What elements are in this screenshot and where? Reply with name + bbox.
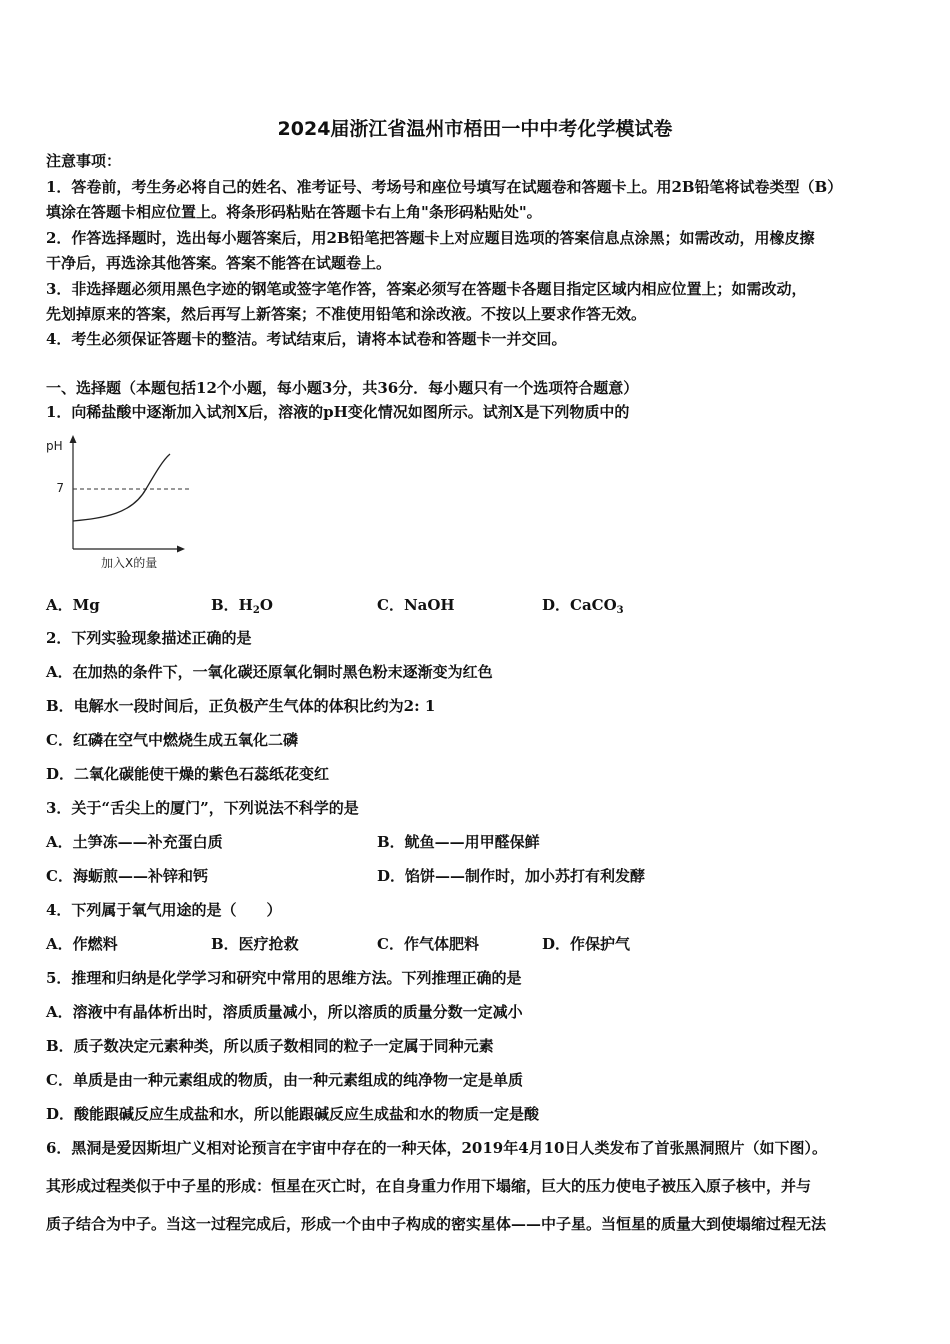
ph-graph [44, 432, 204, 574]
section-heading: 一、选择题（本题包括12个小题，每小题3分，共36分．每小题只有一个选项符合题意） [46, 379, 639, 397]
notice-line: 4．考生必须保证答题卡的整洁。考试结束后，请将本试卷和答题卡一并交回。 [46, 330, 567, 348]
question-stem: 2．下列实验现象描述正确的是 [46, 629, 252, 647]
notice-line: 2．作答选择题时，选出每小题答案后，用2B铅笔把答题卡上对应题目选项的答案信息点涂黑；如需改动，用橡皮擦 [46, 229, 815, 247]
notice-line: 干净后，再选涂其他答案。答案不能答在试题卷上。 [46, 254, 392, 272]
q5-option-d: D．酸能跟碱反应生成盐和水，所以能跟碱反应生成盐和水的物质一定是酸 [46, 1105, 540, 1123]
graph-ylabel: pH [46, 439, 63, 453]
q4-option-b: B．医疗抢救 [211, 935, 299, 953]
q5-option-a: A．溶液中有晶体析出时，溶质质量减小，所以溶质的质量分数一定减小 [46, 1003, 523, 1021]
q4-option-a: A．作燃料 [46, 935, 118, 953]
question-stem: 4．下列属于氧气用途的是（ ） [46, 901, 282, 919]
q1-option-a: A．Mg [46, 596, 100, 614]
q1-option-c: C．NaOH [377, 596, 455, 614]
q4-option-d: D．作保护气 [542, 935, 631, 953]
q2-option-a: A．在加热的条件下，一氧化碳还原氧化铜时黑色粉末逐渐变为红色 [46, 663, 493, 681]
q6-line: 6．黑洞是爱因斯坦广义相对论预言在宇宙中存在的一种天体，2019年4月10日人类发布了首张黑洞照片（如下图）。 [46, 1139, 828, 1157]
x-axis-arrow-icon [177, 546, 185, 553]
ph-curve [73, 454, 170, 521]
notice-line: 1．答卷前，考生务必将自己的姓名、准考证号、考场号和座位号填写在试题卷和答题卡上。用2B铅笔将试卷类型（B） [46, 178, 843, 196]
q6-line: 质子结合为中子。当这一过程完成后，形成一个由中子构成的密实星体——中子星。当恒星的质量大到使塌缩过程无法 [46, 1215, 827, 1233]
notice-line: 3．非选择题必须用黑色字迹的钢笔或签字笔作答，答案必须写在答题卡各题目指定区域内相应位置上；如需改动， [46, 280, 807, 298]
notice-line: 先划掉原来的答案，然后再写上新答案；不准使用铅笔和涂改液。不按以上要求作答无效。 [46, 305, 647, 323]
question-stem: 5．推理和归纳是化学学习和研究中常用的思维方法。下列推理正确的是 [46, 969, 522, 987]
page-title: 2024届浙江省温州市梧田一中中考化学模试卷 [277, 118, 673, 140]
graph-xlabel: 加入X的量 [101, 556, 158, 570]
question-stem: 1．向稀盐酸中逐渐加入试剂X后，溶液的pH变化情况如图所示。试剂X是下列物质中的 [46, 403, 630, 421]
q4-option-c: C．作气体肥料 [377, 935, 479, 953]
graph-tick-7: 7 [56, 481, 64, 495]
q2-option-b: B．电解水一段时间后，正负极产生气体的体积比约为2: 1 [46, 697, 436, 715]
q1-option-b: B．$H_2O$ [211, 596, 273, 616]
q2-option-c: C．红磷在空气中燃烧生成五氧化二磷 [46, 731, 298, 749]
q3-option-c: C．海蛎煎——补锌和钙 [46, 867, 208, 885]
q3-option-a: A．土笋冻——补充蛋白质 [46, 833, 223, 851]
q1-option-d: D．CaCO$_3$ [542, 596, 624, 616]
q6-line: 其形成过程类似于中子星的形成：恒星在灭亡时，在自身重力作用下塌缩，巨大的压力使电子被压入原子核中，并与 [46, 1177, 812, 1195]
q5-option-b: B．质子数决定元素种类，所以质子数相同的粒子一定属于同种元素 [46, 1037, 494, 1055]
q3-option-d: D．馅饼——制作时，加小苏打有利发酵 [377, 867, 646, 885]
q2-option-d: D．二氧化碳能使干燥的紫色石蕊纸花变红 [46, 765, 330, 783]
q5-option-c: C．单质是由一种元素组成的物质，由一种元素组成的纯净物一定是单质 [46, 1071, 523, 1089]
notice-line: 填涂在答题卡相应位置上。将条形码粘贴在答题卡右上角"条形码粘贴处"。 [46, 203, 542, 221]
notice-heading: 注意事项： [46, 152, 122, 170]
question-stem: 3．关于“舌尖上的厦门”，下列说法不科学的是 [46, 799, 359, 817]
q3-option-b: B．鱿鱼——用甲醛保鲜 [377, 833, 540, 851]
y-axis-arrow-icon [70, 435, 77, 443]
